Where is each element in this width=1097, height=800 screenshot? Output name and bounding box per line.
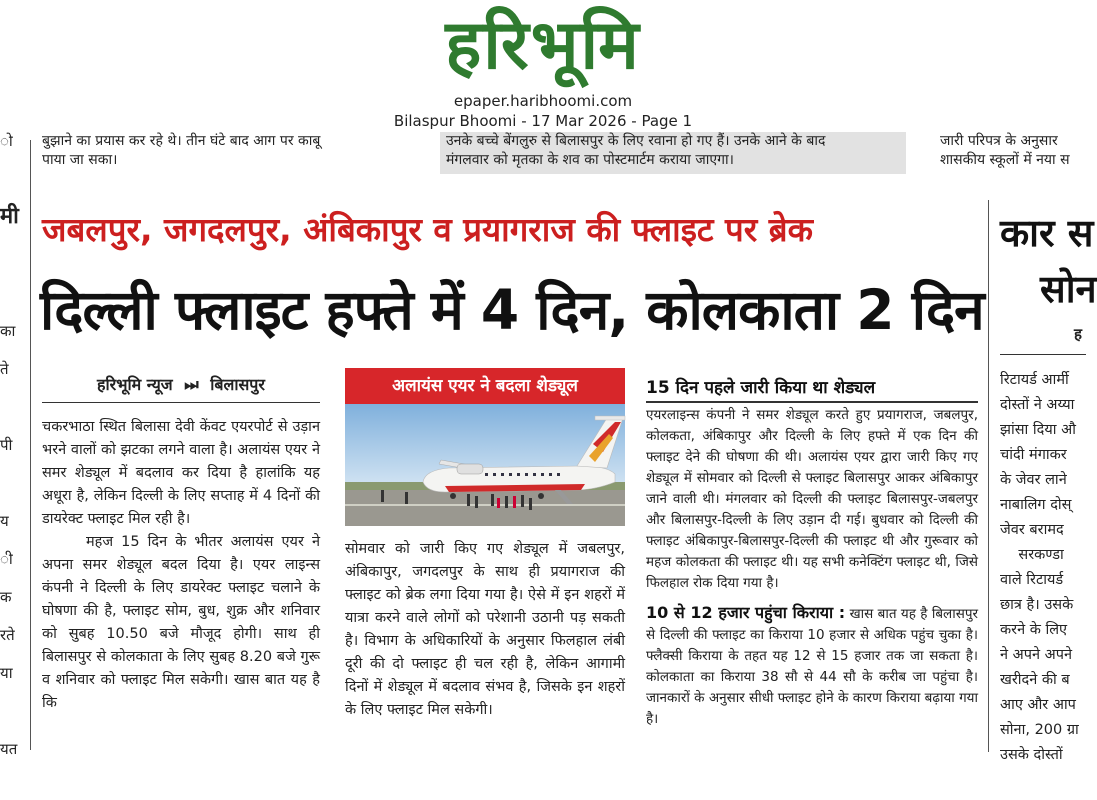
edge-fragment: य [0, 512, 9, 530]
text-line: जेवर बरामद [1000, 522, 1064, 538]
edge-fragment: ो [0, 132, 13, 150]
photo-banner: अलायंस एयर ने बदला शेड्यूल [345, 368, 625, 404]
text-line: के जेवर लाने [1000, 472, 1067, 488]
article-headline: दिल्ली फ्लाइट हफ्ते में 4 दिन, कोलकाता 2 दिन [40, 278, 984, 342]
edge-fragment [0, 282, 28, 320]
headline-line: कार स [1000, 211, 1094, 255]
right-article-headline [1000, 205, 1097, 317]
strip-line: जारी परिपत्र के अनुसार [940, 133, 1058, 149]
byline-rule [42, 402, 320, 403]
article-column-2: सोमवार को जारी किए गए शेड्यूल में जबलपुर, अंबिकापुर, जगदलपुर के साथ ही प्रयागराज की फ्लाइट को ब्रेक लगा दिया गया है। ऐसे में इन शहरों में यात्रा करने वाले लोगों को परेशानी उठानी पड़ सकती है। विभाग के अधिकारियों के अनुसार फिलहाल लंबी दूरी की दो फ्लाइट ही चल रही है, लेकिन आगामी दिनों में शेड्यूल में बदलाव संभव है, जिसके इन शहरों के लिए फ्लाइट मिल सकेगी। [345, 541, 625, 718]
text-line: सरकण्डा [1000, 547, 1064, 563]
text-line: छात्र है। उसके [1000, 597, 1074, 613]
strip-line: पाया जा सका। [42, 152, 118, 168]
edge-fragment: रते [0, 626, 15, 644]
right-byline-rule [1000, 354, 1086, 355]
strip-line: मंगलवार को मृतका के शव का पोस्टमार्टम कराया जाएगा। [446, 152, 734, 168]
edge-fragment [0, 244, 28, 282]
right-column-divider [988, 200, 989, 752]
edge-fragment [0, 396, 28, 434]
article-column-3 [646, 405, 978, 730]
right-article-column [1000, 368, 1086, 768]
fare-paragraph [646, 602, 978, 730]
newspaper-logo: हरिभूमि [445, 6, 641, 85]
strip-line: उनके बच्चे बेंगलुरु से बिलासपुर के लिए रवाना हो गए हैं। उनके आने के बाद [446, 133, 826, 149]
edge-fragment [0, 700, 28, 738]
edge-fragment: यत [0, 740, 18, 758]
edge-fragment: ते [0, 360, 9, 378]
edge-fragment [0, 472, 28, 510]
paragraph: एयरलाइन्स कंपनी ने समर शेड्यूल करते हुए प्रयागराज, जबलपुर, कोलकता, अंबिकापुर और दिल्ली के लिए हफ्ते में एक दिन की फ्लाइट देने की घोषणा की थी। अलायंस एयर द्वारा जारी किए गए शेड्यूल में सोमवार को दिल्ली से फ्लाइट बिलासपुर आकर अंबिकापुर जाने वाली थी। मंगलवार को दिल्ली की फ्लाइट बिलासपुर-जबलपुर और बिलासपुर-दिल्ली के लिए उड़ान दी गई। बुधवार को दिल्ली की फ्लाइट अंबिकापुर-बिलासपुर-दिल्ली की फ्लाइट थी और गुरूवार को महज कोलकता की फ्लाइट थी। यह सभी कनेक्टिंग फ्लाइट थी, जिसे फिलहाल रोक दिया गया है। [646, 407, 978, 591]
sub-headline-rule [646, 401, 978, 403]
masthead [0, 0, 1086, 132]
right-article-byline: ह [1074, 325, 1082, 343]
strip-line: बुझाने का प्रयास कर रहे थे। तीन घंटे बाद आग पर काबू [42, 133, 321, 149]
headline-line: सोन [1040, 267, 1097, 311]
edition-label: Bilaspur Bhoomi - 17 Mar 2026 - Page 1 [393, 112, 693, 130]
text-line: ने अपने अपने [1000, 647, 1072, 663]
edge-fragment: ी [0, 550, 13, 568]
byline-source: हरिभूमि न्यूज [97, 375, 173, 394]
paragraph: महज 15 दिन के भीतर अलायंस एयर ने अपना समर शेड्यूल बदल दिया है। एयर लाइन्स कंपनी ने दिल्ली के लिए डायरेक्ट फ्लाइट चलाने के घोषणा की है, फ्लाइट सोम, बुध, शुक्र और शनिवार को सुबह 10.50 बजे मौजूद होगी। साथ ही बिलासपुर से कोलकाता के लिए सुबह 8.20 बजे गुरू व शनिवार को फ्लाइट मिल सकेगी। खास बात यह है कि [42, 534, 320, 711]
site-url[interactable]: epaper.haribhoomi.com [453, 92, 633, 110]
text-line: रिटायर्ड आर्मी [1000, 372, 1069, 388]
edge-fragment: का [0, 322, 16, 340]
airplane-photo [345, 404, 625, 526]
edge-fragment: पी [0, 436, 13, 454]
text-line: झांसा दिया औ [1000, 422, 1076, 438]
fare-subhead: 10 से 12 हजार पहुंचा किराया : [646, 603, 846, 622]
strip-line: शासकीय स्कूलों में नया स [940, 152, 1070, 168]
edge-fragment: मी [0, 204, 19, 229]
text-line: दोस्तों ने अय्या [1000, 397, 1075, 413]
airplane-photo-svg [345, 404, 625, 526]
text-line: चांदी मंगाकर [1000, 447, 1067, 463]
text-line: खरीदने की ब [1000, 672, 1070, 688]
top-strip-right [940, 132, 1086, 174]
byline-arrow-icon: ⏭ [184, 375, 199, 394]
paragraph: चकरभाठा स्थित बिलासा देवी केंवट एयरपोर्ट से उड़ान भरने वालों को झटका लगने वाला है। अलायंस एयर ने समर शेड्यूल में बदलाव कर दिया है हालांकि यह अधूरा है, लेकिन दिल्ली के लिए सप्ताह में 4 दिनों की डायरेक्ट फ्लाइट मिल रही है। [42, 419, 320, 527]
fare-text: खास बात यह है बिलासपुर से दिल्ली की फ्लाइट का किराया 10 हजार से अधिक पहुंच चुका है। फ्लैक्सी किराया के तहत यह 12 से 15 हजार तक जा सकता है। कोलकाता का किराया 38 सौ से 44 सौ के करीब जा पहुंचा है। जानकारों के अनुसार सीधी फ्लाइट होने के कारण किराया बढ़ाया गया है। [646, 606, 979, 727]
edge-fragment [0, 168, 28, 206]
article-byline [42, 372, 320, 398]
byline-place: बिलासपुर [210, 375, 265, 394]
top-strip-left [42, 132, 412, 174]
text-line: आए और आप [1000, 697, 1076, 713]
text-line: उसके दोस्तों [1000, 747, 1063, 763]
text-line: नाबालिग दोस् [1000, 497, 1072, 513]
text-line: वाले रिटायर्ड [1000, 572, 1064, 588]
article-kicker: जबलपुर, जगदलपुर, अंबिकापुर व प्रयागराज की फ्लाइट पर ब्रेक [42, 210, 813, 249]
top-strip-middle [440, 132, 906, 174]
left-edge-column [0, 120, 28, 800]
article-column-1 [42, 416, 320, 715]
left-column-divider [30, 140, 31, 750]
edge-fragment: क [0, 588, 12, 606]
text-line: सोना, 200 ग्रा [1000, 722, 1079, 738]
text-line: करने के लिए [1000, 622, 1068, 638]
sub-headline: 15 दिन पहले जारी किया था शेड्यल [646, 378, 876, 398]
edge-fragment: या [0, 664, 13, 682]
